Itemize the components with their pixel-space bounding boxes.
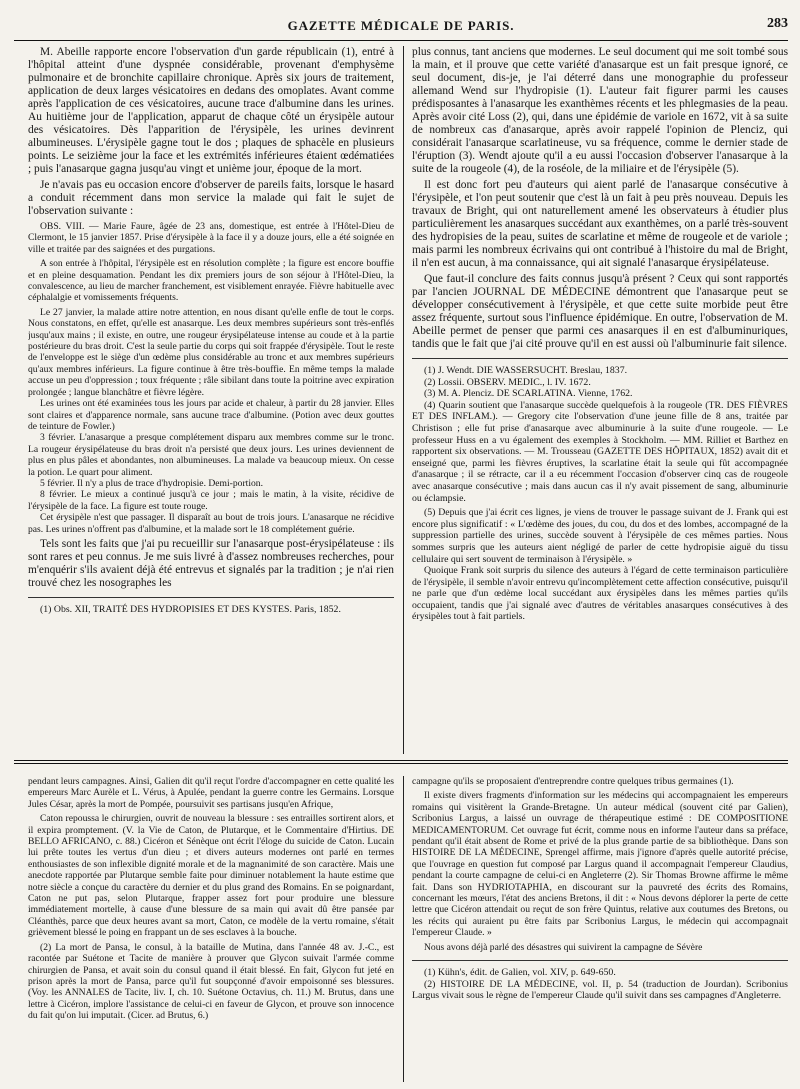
bottom-left-column	[28, 776, 394, 1082]
footnote-4: (4) Quarin soutient que l'anasarque succède quelquefois à la rougeole (TR. DES FIÈVRES ET DES INFLAM.). — Gregory cite l'observation d'une jeune fille de 8 ans, traitée par Christison ; elle fut prise d'anasarque avec albuminurie à la suite d'une rougeole. — Le professeur Huss en a vu également des exemples à Stockholm. — MM. Rilliet et Barthez en rapportent six observations. — M. Trousseau (GAZETTE DES HÔPITAUX, 1852) avait dit et enseigné que, parmi les fièvres éruptives, la scarlatine était la seule qui fût accompagnée d'anasarque ; il se rétracte, car il a eu récemment l'occasion d'observer cinq cas de rougeole avec anasarque consécutive ; mais dans aucun cas il n'y avait pissement de sang, albuminurie ou éclampsie.	[412, 399, 788, 504]
footnote-5: (5) Depuis que j'ai écrit ces lignes, je viens de trouver le passage suivant de J. Frank qui est encore plus significatif : « L'œdème des joues, du cou, du dos et des lombes, accompagné de la suppression partielle des urines, succède souvent à l'érysipèle de ces mêmes parties. Nous sommes surpris que les auteurs aient négligé de parler de cette hydropisie aiguë du tissu cellulaire qui sert souvent de terminaison à l'érysipèle. »	[412, 507, 788, 565]
conclusion-question-paragraph: Que faut-il conclure des faits connus jusqu'à présent ? Ceux qui sont rapportés par l'ancien JOURNAL DE MÉDECINE démontrent que l'anasarque peut se développer consécutivement à l'érysipèle, et que cette suite morbide peut être assez fréquente, surtout sous l'influence épidémique. En outre, l'observation de M. Abeille permet de penser que parmi ces anasarques il en est d'albuminuriques, tandis que le fait que j'ai cité prouve qu'il en est aussi où l'albuminurie fait silence.	[412, 273, 788, 350]
footnote-rule	[28, 597, 394, 598]
footnote-bottom-2: (2) HISTOIRE DE LA MÉDECINE, vol. II, p. 54 (traduction de Jourdan). Scribonius Largus vivait sous le règne de l'empereur Claude qu'il suivit dans ses campagnes d'Angleterre.	[412, 978, 788, 1002]
footnote-bottom-1: (1) Kühn's, édit. de Galien, vol. XIV, p. 649-650.	[424, 967, 616, 979]
column-divider-top	[403, 46, 404, 754]
campaign-paragraph: campagne qu'ils se proposaient d'entreprendre contre quelques tribus germaines (1).	[412, 776, 734, 787]
observation-outcome: Cet érysipèle n'est que passager. Il disparaît au bout de trois jours. L'anasarque ne récidive pas. Les urines n'offrent pas d'albumine, et la malade sort le 18 complétement guérie.	[28, 512, 394, 535]
header-rule	[14, 40, 788, 41]
footnote: (1) Obs. XII, TRAITÉ DES HYDROPISIES ET DES KYSTES. Paris, 1852.	[40, 603, 341, 615]
footnotes-rule	[412, 358, 788, 359]
observation-title: OBS. VIII. — Marie Faure, âgée de 23 ans, domestique, est entrée à l'Hôtel-Dieu de Clermont, le 15 janvier 1857. Prise d'érysipèle à la face il y a douze jours, elle a été soignée en ville et traitée par des saignées et des purgations.	[28, 221, 394, 255]
observation-february-5: 5 février. Il n'y a plus de trace d'hydropisie. Demi-portion.	[40, 477, 263, 489]
top-left-column	[28, 46, 394, 752]
footnotes-rule-bottom	[412, 960, 788, 961]
abeille-observation: M. Abeille rapporte encore l'observation d'un garde républicain (1), entré à l'hôpital atteint d'une dyspnée considérable, provenant d'emphysème pulmonaire et de bronchite capillaire chronique. Après six jours de traitement, application de deux larges vésicatoires en dedans des omoplates. Avant comme après l'application de ces vésicatoires, aucune trace d'albumine dans les urines. Au huitième jour de l'application, apparut de chaque côté un érysipèle autour des vésicatoires. Dès l'apparition de l'érysipèle, les urines devinrent albumineuses. L'érysipèle gagne tout le dos ; plaques de sphacèle en plusieurs points. Le seizième jour la face et les extrémités inférieures étaient œdématiées ; puis l'anasarque gagna jusqu'au vingt et unième jour, époque de la mort.	[28, 46, 394, 175]
observation-admission: A son entrée à l'hôpital, l'érysipèle est en résolution complète ; la figure est encore bouffie et en pleine desquamation. Pendant les dix premiers jours de son séjour à l'Hôtel-Dieu, la convalescence, au lieu de marcher franchement, est visiblement enrayée. Fièvre habituelle avec céphalalgie et vomissements fréquents.	[28, 258, 394, 304]
campaigns-paragraph: pendant leurs campagnes. Ainsi, Galien dit qu'il reçut l'ordre d'accompagner en cette qualité les empereurs Marc Aurèle et L. Vérus, à Apulée, pendant la guerre contre les Germains. Lorsque Jules César, après la mort de Pompée, poursuivit ses partisans jusqu'en Afrique,	[28, 776, 394, 810]
page-number: 283	[767, 16, 788, 31]
column-divider-bottom	[403, 776, 404, 1082]
cato-paragraph: Caton repoussa le chirurgien, ouvrit de nouveau la blessure : ses entrailles sortirent alors, et il expira promptement. (V. la Vie de Caton, de Plutarque, et le Commentaire d'Hirtius. DE BELLO AFRICANO, c. 88.) Cicéron et Sénèque ont écrit l'éloge du suicide de Caton. Lucain lui prête toutes les vertus d'un dieu ; et divers auteurs modernes ont parlé en termes enthousiastes de son inflexible dignité morale et de la magnanimité de son caractère. Mais une anecdote rapportée par Plutarque semble faite pour diminuer notablement la haute estime que notre siècle a conçue du caractère du dernier et du plus grand des Romains. En se poignardant, Caton ne put pas, selon Plutarque, frapper assez fort pour produire une blessure immédiatement mortelle, à cause d'une blessure de sa main qui avait dû être pansée par Cléanthès, parce que deux heures avant sa mort, Caton, ce modèle de la vertu romaine, s'était grièvement blessé le poing en frappant un de ses esclaves à la bouche.	[28, 813, 394, 939]
observation-february-8: 8 février. Le mieux a continué jusqu'à ce jour ; mais le matin, à la visite, récidive de l'érysipèle de la face. La figure est toute rouge.	[28, 489, 394, 512]
physicians-paragraph: Il existe divers fragments d'information sur les médecins qui accompagnaient les empereurs romains qui visitèrent la Grande-Bretagne. Un auteur médical (souvent cité par Galien), Scribonius Largus, a laissé un ouvrage de thérapeutique estimé : DE COMPOSITIONE MEDICAMENTORUM. Cet ouvrage fut écrit, comme nous en informe l'auteur dans sa préface, pendant qu'il était absent de Rome et privé de la plus grande partie de sa bibliothèque. Dans son HISTOIRE DE LA MÉDECINE, Sprengel affirme, mais j'ignore d'après quelle autorité précise, que l'ouvrage en question fut composé par Largus quand il accompagnait l'empereur Claudius, pendant la courte campagne de celui-ci en Angleterre (2). Sir Thomas Browne affirme le même fait. Dans son HYDRIOTAPHIA, en discourant sur la pauvreté des écrits des Romains, concernant les mœurs, l'état des anciens Bretons, il dit : « Nous devons déplorer la perte de cette lettre que Cicéron attendait ou reçut de son frère Quintus, relative aux coutumes des Bretons, ou les récits qui auraient pu être faits par Scribonius Largus, le médecin qui accompagnait l'empereur Claude. »	[412, 790, 788, 939]
footnote-2: (2) Lossii. OBSERV. MEDIC., l. IV. 1672.	[424, 376, 591, 388]
footnote-1: (1) J. Wendt. DIE WASSERSUCHT. Breslau, 1837.	[424, 365, 628, 376]
running-header	[14, 16, 788, 38]
observation-urines: Les urines ont été examinées tous les jours par acide et chaleur, à partir du 28 janvier. Elles sont claires et d'apparence normale, sans aucune trace d'albumine. (Potion avec deux gouttes de teinture de Fowler.)	[28, 398, 394, 432]
introduction-paragraph: Je n'avais pas eu occasion encore d'observer de pareils faits, lorsque le hasard a conduit récemment dans mon service la malade qui fait le sujet de l'observation suivante :	[28, 179, 394, 217]
pansa-paragraph: (2) La mort de Pansa, le consul, à la bataille de Mutina, dans l'année 48 av. J.-C., est racontée par Suétone et Tacite de manière à prouver que Glycon suivait l'armée comme chirurgien de Pansa, et avait soin du consul quand il était blessé. En fait, Glycon fut jeté en prison après la mort de Pansa, parce qu'il fut soupçonné d'avoir empoisonné ses blessures. (Voy. les ANNALES de Tacite, liv. I, ch. 10. Suétone Octavius, ch. 11.) M. Brutus, dans une lettre à Cicéron, implore l'assistance de celui-ci en faveur de Glycon, et prouve son innocence du fait qu'on lui imputait. (Cicer. ad Brutus, 6.)	[28, 941, 394, 1022]
bright-paragraph: Il est donc fort peu d'auteurs qui aient parlé de l'anasarque consécutive à l'érysipèle, et l'on peut soutenir que c'est là un fait à peu près nouveau. Depuis les travaux de Bright, qui ont naturellement amené les observateurs à étudier plus particulièrement les anasarques succédant aux exanthèmes, on a parlé très-souvent des hydropisies de la peau, suites de scarlatine et même de rougeole et de variole ; mais parmi les nombreux écrivains qui ont contribué à l'histoire du mal de Bright, il n'en est aucun, à ma connaissance, qui ait signalé l'anasarque érysipélateuse.	[412, 179, 788, 269]
bottom-right-column	[412, 776, 788, 1082]
continued-paragraph: plus connus, tant anciens que modernes. Le seul document qui me soit tombé sous la main, et il prouve que cette variété d'anasarque est un fait presque ignoré, ce seul document, dis-je, je l'ai déterré dans une monographie du professeur allemand Wend sur l'hydropisie (1). L'auteur fait figurer parmi les causes prédisposantes à l'anasarque les exanthèmes récents et les phlegmasies de la peau. Après avoir cité Loss (2), qui, dans une épidémie de variole en 1672, vit à sa suite de nombreux cas d'anasarque, après avoir rappelé l'opinion de Plenciz, qui considérait l'anasarque scarlatineuse, vu sa fréquence, comme le dernier stade de l'éruption (3). Wendt ajoute qu'il a eu aussi l'occasion d'observer l'anasarque à la suite de la rougeole (4), de la roséole, de la miliaire et de l'érysipèle (5).	[412, 46, 788, 175]
severus-paragraph: Nous avons déjà parlé des désastres qui suivirent la campagne de Sévère	[424, 941, 703, 953]
journal-title: GAZETTE MÉDICALE DE PARIS.	[287, 18, 515, 33]
conclusion-paragraph: Tels sont les faits que j'ai pu recueillir sur l'anasarque post-érysipélateuse : ils sont rares et peu connus. Je me suis livré à d'assez nombreuses recherches, pour m'enquérir s'ils avaient déjà été entrevus et signalés par la tradition ; je n'ai rien trouvé chez les nosographes les	[28, 537, 394, 589]
section-separator	[14, 760, 788, 761]
observation-january-27: Le 27 janvier, la malade attire notre attention, en nous disant qu'elle enfle de tout le corps. Nous constatons, en effet, qu'elle est anasarque. Les deux membres supérieurs sont très-enflés jusqu'aux mains ; il existe, en outre, une rougeur érysipélateuse intense au coude et à la partie postérieure du bras droit. C'est la seule partie du corps qui soit frappée d'érysipèle. Tout le reste de l'enveloppe est le siège d'un œdème plus considérable au tronc et aux membres supérieurs qu'aux membres inférieurs. La figure continue à être très-bouffie. En même temps la malade accuse un peu d'oppression ; toux fréquente ; râle sibilant dans toute la poitrine avec expiration prolongée ; langue blanchâtre et fièvre légère.	[28, 306, 394, 398]
section-separator-double	[14, 763, 788, 764]
observation-february-3: 3 février. L'anasarque a presque complétement disparu aux membres comme sur le tronc. La rougeur érysipélateuse du bras droit n'a persisté que deux jours. Les urines deviennent de plus en plus pâles et abondantes, non albumineuses. La malade va beaucoup mieux. On cesse la potion. Le quart pour aliment.	[28, 432, 394, 478]
footnote-3: (3) M. A. Plenciz. DE SCARLATINA. Vienne, 1762.	[424, 388, 633, 400]
top-right-column	[412, 46, 788, 752]
footnote-5-continued: Quoique Frank soit surpris du silence des auteurs à l'égard de cette terminaison particulière de l'érysipèle, il semble n'avoir entrevu qu'incomplètement cette affection consécutive, puisqu'il ne parle que d'un œdème local succédant aux érysipèles dans les mêmes parties qu'ils occupaient, tandis que j'ai signalé avec d'autres de véritables anasarques consécutives à des érysipèles tout à fait partiels.	[412, 565, 788, 623]
